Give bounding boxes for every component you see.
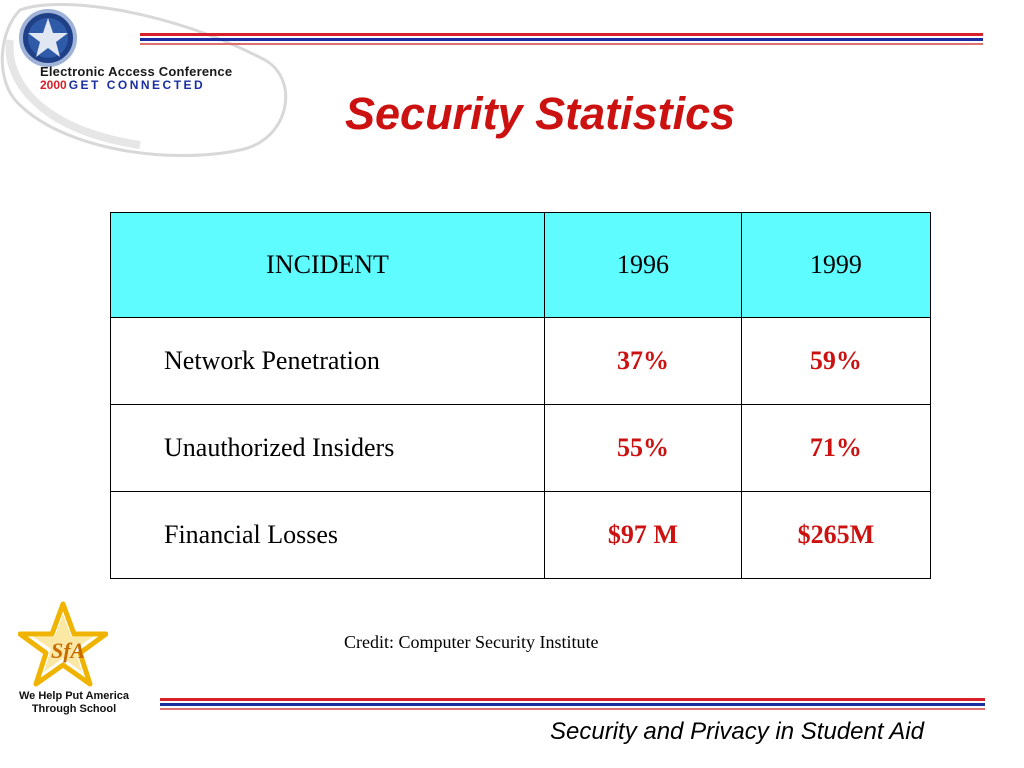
svg-text:SfA: SfA bbox=[51, 638, 86, 663]
conference-logo bbox=[0, 0, 300, 160]
table-header-row bbox=[111, 213, 931, 318]
header-1999: 1999 bbox=[741, 213, 930, 318]
sfa-tagline bbox=[0, 690, 148, 716]
value-1996: 55% bbox=[545, 405, 742, 492]
top-divider-lines bbox=[140, 33, 983, 47]
slide-title: Security Statistics bbox=[345, 88, 736, 139]
header-incident: INCIDENT bbox=[111, 213, 545, 318]
value-1999: 71% bbox=[741, 405, 930, 492]
header-1996: 1996 bbox=[545, 213, 742, 318]
statistics-table bbox=[110, 212, 931, 579]
sfa-logo bbox=[18, 600, 108, 690]
value-1999: 59% bbox=[741, 318, 930, 405]
table-row bbox=[111, 405, 931, 492]
bottom-divider-lines bbox=[160, 698, 985, 712]
conference-tagline: GET CONNECTED bbox=[68, 78, 206, 92]
footer-subtitle: Security and Privacy in Student Aid bbox=[550, 718, 924, 745]
value-1996: 37% bbox=[545, 318, 742, 405]
tagline-line-1: We Help Put America bbox=[18, 690, 130, 702]
credit-text: Credit: Computer Security Institute bbox=[344, 632, 599, 652]
incident-label: Financial Losses bbox=[111, 492, 545, 579]
value-1999: $265M bbox=[741, 492, 930, 579]
table-row bbox=[111, 492, 931, 579]
value-1996: $97 M bbox=[545, 492, 742, 579]
sfa-star-icon bbox=[18, 600, 108, 690]
incident-label: Unauthorized Insiders bbox=[111, 405, 545, 492]
table-row bbox=[111, 318, 931, 405]
tagline-line-2: Through School bbox=[31, 703, 117, 715]
conference-subtitle bbox=[40, 78, 205, 92]
conference-name: Electronic Access Conference bbox=[40, 64, 233, 79]
incident-label: Network Penetration bbox=[111, 318, 545, 405]
conference-year: 2000 bbox=[40, 78, 67, 92]
